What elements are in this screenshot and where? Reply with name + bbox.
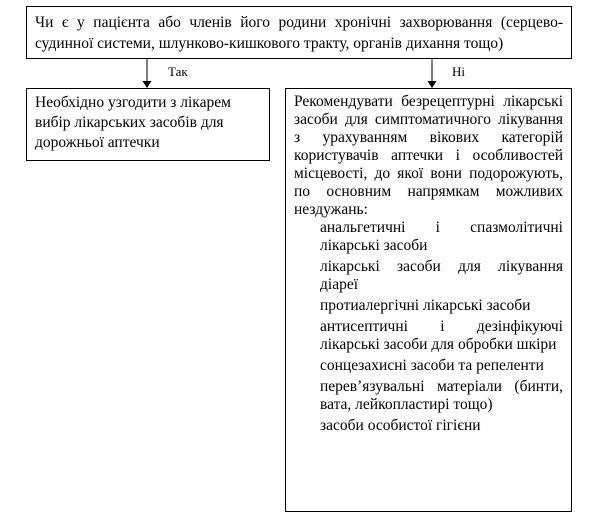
list-item: лікарські засоби для лікування діареї xyxy=(320,258,563,293)
list-item: антисептичні і дезінфікуючі лікарські засоби для обробки шкіри xyxy=(320,318,563,353)
no-outcome-intro: Рекомендувати безрецептурні лікарські засоби для симптоматичного лікування з урахуванням вікових категорій користувачів аптечки і особливостей місцевості, до якої вони подорожують, по основним напрямкам можливих нездужань: xyxy=(294,93,563,218)
list-item: засоби особистої гігієни xyxy=(320,417,481,434)
arrow-no xyxy=(425,59,439,89)
no-outcome-list xyxy=(294,219,563,435)
list-item: протиалергічні лікарські засоби xyxy=(320,297,531,314)
list-item: сонцезахисні засоби та репеленти xyxy=(320,357,544,374)
list-item: анальгетичні і спазмолітичні лікарські засоби xyxy=(320,219,563,254)
label-no: Ні xyxy=(452,64,465,79)
yes-outcome-box: Необхідно узгодити з лікарем вибір лікарських засобів для дорожньої аптечки xyxy=(26,88,270,161)
no-outcome-box xyxy=(285,88,572,512)
list-item: перев’язувальні матеріали (бинти, вата, лейкопластирі тощо) xyxy=(320,378,563,413)
arrow-yes xyxy=(140,59,154,89)
label-yes: Так xyxy=(168,64,188,79)
question-box: Чи є у пацієнта або членів його родини хронічні захворювання (серцево-судинної системи, шлунково-кишкового тракту, органів дихання тощо) xyxy=(26,6,572,59)
